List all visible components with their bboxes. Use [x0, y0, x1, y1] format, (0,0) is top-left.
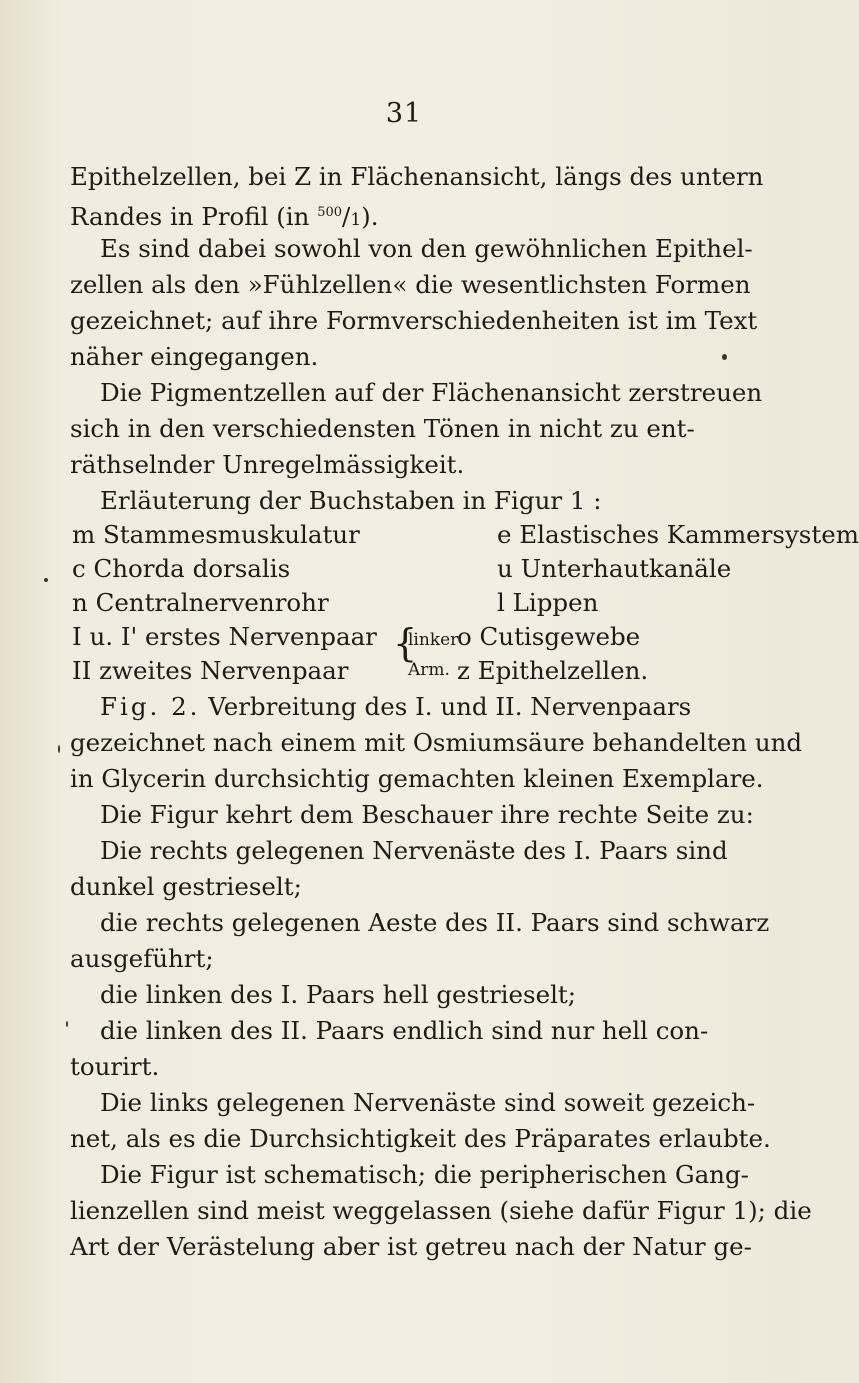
text-line: Die Figur ist schematisch; die peripherischen Gang- — [100, 1160, 749, 1189]
text-segment: Verbreitung des I. und II. Nervenpaars — [200, 692, 692, 721]
text-line: näher eingegangen. — [70, 342, 319, 371]
legend-entry: z Epithelzellen. — [457, 656, 649, 685]
text-line: dunkel gestrieselt; — [70, 872, 302, 901]
legend-entry: u Unterhautkanäle — [497, 554, 732, 583]
brace-label: linker — [408, 630, 459, 650]
text-segment: Randes in Profil (in — [70, 202, 318, 231]
text-line: räthselnder Unregelmässigkeit. — [70, 450, 465, 479]
figure-label: Fig. 2. — [100, 692, 201, 721]
fraction-numerator: 500 — [317, 205, 343, 220]
legend-entry: n Centralnervenrohr — [72, 588, 329, 617]
text-line: Art der Verästelung aber ist getreu nach der Natur ge- — [70, 1232, 752, 1261]
text-line: die rechts gelegenen Aeste des II. Paars sind schwarz — [100, 908, 770, 937]
text-line: tourirt. — [70, 1052, 160, 1081]
text-line: die linken des II. Paars endlich sind nur hell con- — [100, 1016, 709, 1045]
text-line — [100, 691, 691, 723]
paper-speck — [66, 1021, 68, 1027]
text-line: Die Figur kehrt dem Beschauer ihre rechte Seite zu: — [100, 800, 754, 829]
legend-entry: o Cutisgewebe — [457, 622, 641, 651]
text-line: zellen als den »Fühlzellen« die wesentlichsten Formen — [70, 270, 751, 299]
text-line: Die rechts gelegenen Nervenäste des I. Paars sind — [100, 836, 728, 865]
paper-speck — [722, 354, 727, 360]
text-segment: ). — [361, 202, 379, 231]
text-line: Die Pigmentzellen auf der Flächenansicht zerstreuen — [100, 378, 763, 407]
fraction-slash: / — [342, 202, 351, 231]
legend-brace: { — [393, 621, 418, 665]
legend-entry: e Elastisches Kammersystem — [497, 520, 859, 549]
text-line: lienzellen sind meist weggelassen (siehe dafür Figur 1); die — [70, 1196, 812, 1225]
page-number: 31 — [385, 98, 423, 129]
text-line: sich in den verschiedensten Tönen in nicht zu ent- — [70, 414, 695, 443]
legend-entry: c Chorda dorsalis — [72, 554, 291, 583]
text-line: in Glycerin durchsichtig gemachten kleinen Exemplare. — [70, 764, 764, 793]
text-line: Die links gelegenen Nervenäste sind soweit gezeich- — [100, 1088, 756, 1117]
paper-speck — [58, 745, 60, 753]
brace-label: Arm. — [408, 660, 450, 680]
fraction-denominator: 1 — [350, 210, 362, 230]
text-line: die linken des I. Paars hell gestrieselt; — [100, 980, 577, 1009]
legend-entry: m Stammesmuskulatur — [72, 520, 360, 549]
legend-entry: I u. I' erstes Nervenpaar — [72, 622, 377, 651]
text-line: Erläuterung der Buchstaben in Figur 1 : — [100, 486, 602, 515]
text-line: gezeichnet nach einem mit Osmiumsäure behandelten und — [70, 728, 803, 757]
text-line: ausgeführt; — [70, 944, 214, 973]
text-line: net, als es die Durchsichtigkeit des Präparates erlaubte. — [70, 1124, 771, 1153]
text-line: Es sind dabei sowohl von den gewöhnlichen Epithel- — [100, 234, 753, 263]
legend-entry: II zweites Nervenpaar — [72, 656, 349, 685]
text-line — [70, 197, 379, 236]
text-line: Epithelzellen, bei Z in Flächenansicht, längs des untern — [70, 162, 764, 191]
legend-entry: l Lippen — [497, 588, 599, 617]
paper-speck — [44, 578, 48, 582]
text-line: gezeichnet; auf ihre Formverschiedenheiten ist im Text — [70, 306, 758, 335]
